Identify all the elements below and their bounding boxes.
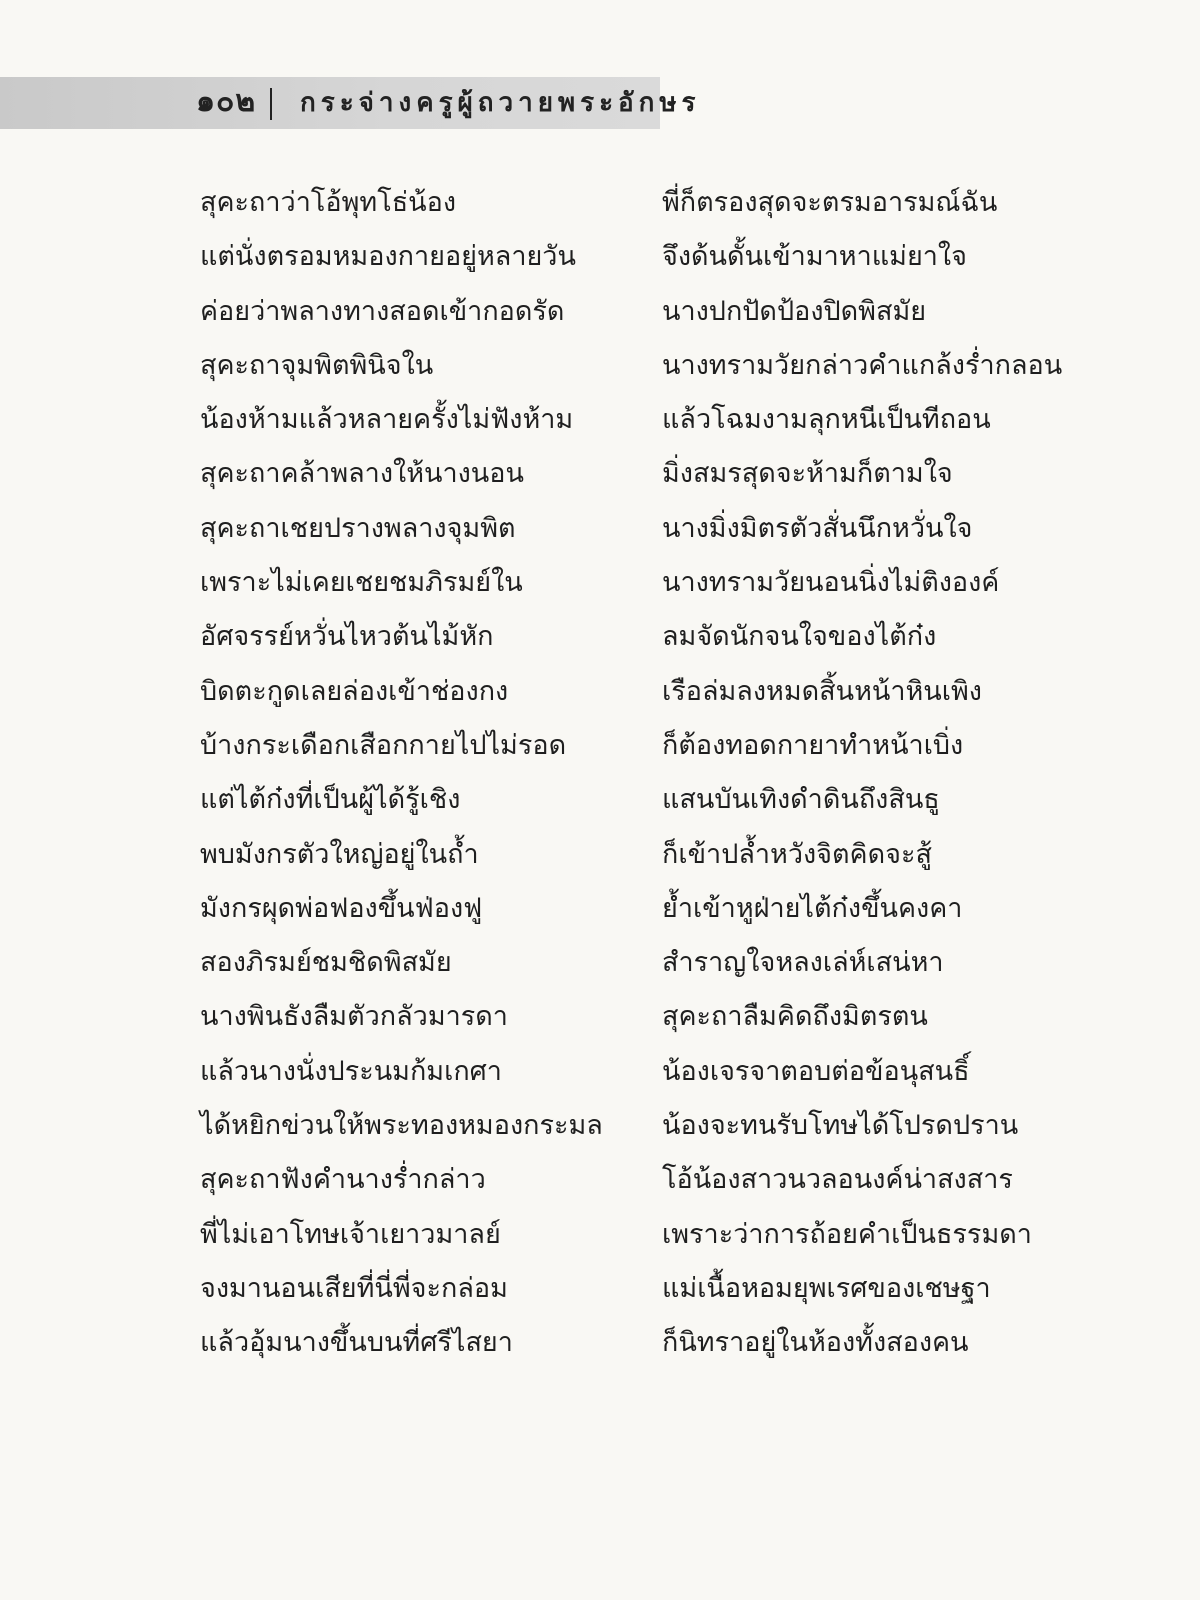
verse-second-half: ลมจัดนักจนใจของไต้ก๋ง	[662, 621, 937, 653]
verse-second-half: โอ้น้องสาวนวลอนงค์น่าสงสาร	[662, 1164, 1013, 1196]
verse-row	[200, 230, 1080, 284]
verse-second-half: นางปกปัดป้องปิดพิสมัย	[662, 295, 927, 327]
verse-row	[200, 176, 1080, 230]
verse-block	[200, 176, 1080, 1371]
verse-row	[200, 665, 1080, 719]
verse-row	[200, 1262, 1080, 1316]
page-number: ๑๐๒	[196, 84, 257, 119]
verse-first-half: มังกรผุดพ่อฟองขึ้นฟ่องฟู	[200, 892, 483, 924]
verse-first-half: บิดตะกูดเลยล่องเข้าช่องกง	[200, 675, 509, 707]
verse-first-half: สุคะถาคล้าพลางให้นางนอน	[200, 458, 524, 490]
verse-row	[200, 1208, 1080, 1262]
verse-row	[200, 719, 1080, 773]
verse-second-half: จึงด้นดั้นเข้ามาหาแม่ยาใจ	[662, 241, 967, 273]
verse-row	[200, 828, 1080, 882]
verse-second-half: พี่ก็ตรองสุดจะตรมอารมณ์ฉัน	[662, 187, 998, 218]
verse-row	[200, 1045, 1080, 1099]
verse-second-half: น้องจะทนรับโทษได้โปรดปราน	[662, 1110, 1019, 1142]
verse-row	[200, 447, 1080, 501]
verse-second-half: ย้ำเข้าหูฝ่ายไต้ก๋งขึ้นคงคา	[662, 892, 963, 924]
verse-row	[200, 990, 1080, 1044]
verse-row	[200, 393, 1080, 447]
verse-first-half: สุคะถาจุมพิตพินิจใน	[200, 349, 434, 381]
verse-first-half: อัศจรรย์หวั่นไหวต้นไม้หัก	[200, 621, 494, 653]
verse-row	[200, 610, 1080, 664]
verse-row	[200, 773, 1080, 827]
verse-second-half: ก็ต้องทอดกายาทำหน้าเบิ่ง	[662, 729, 964, 761]
verse-first-half: แต่นั่งตรอมหมองกายอยู่หลายวัน	[200, 241, 576, 273]
verse-second-half: แม่เนื้อหอมยุพเรศของเชษฐา	[662, 1272, 991, 1304]
verse-second-half: นางทรามวัยกล่าวคำแกล้งร่ำกลอน	[662, 349, 1063, 381]
verse-first-half: บ้างกระเดือกเสือกกายไปไม่รอด	[200, 729, 567, 761]
header-divider	[270, 88, 272, 120]
verse-row	[200, 502, 1080, 556]
verse-first-half: พบมังกรตัวใหญ่อยู่ในถ้ำ	[200, 838, 479, 870]
verse-first-half: สองภิรมย์ชมชิดพิสมัย	[200, 947, 452, 979]
verse-row	[200, 1099, 1080, 1153]
verse-second-half: สำราญใจหลงเล่ห์เสน่หา	[662, 947, 944, 979]
verse-first-half: น้องห้ามแล้วหลายครั้งไม่ฟังห้าม	[200, 404, 574, 436]
verse-second-half: ก็เข้าปล้ำหวังจิตคิดจะสู้	[662, 838, 932, 870]
verse-second-half: เรือล่มลงหมดสิ้นหน้าหินเพิง	[662, 675, 982, 707]
verse-second-half: นางทรามวัยนอนนิ่งไม่ติงองค์	[662, 567, 1000, 599]
verse-first-half: แต่ไต้ก๋งที่เป็นผู้ได้รู้เชิง	[200, 784, 461, 816]
verse-first-half: แล้วนางนั่งประนมก้มเกศา	[200, 1055, 502, 1087]
verse-first-half: สุคะถาฟังคำนางร่ำกล่าว	[200, 1164, 486, 1196]
verse-row	[200, 556, 1080, 610]
verse-row	[200, 936, 1080, 990]
verse-second-half: แล้วโฉมงามลุกหนีเป็นทีถอน	[662, 404, 991, 436]
verse-second-half: เพราะว่าการถ้อยคำเป็นธรรมดา	[662, 1218, 1032, 1250]
verse-second-half: นางมิ่งมิตรตัวสั่นนึกหวั่นใจ	[662, 512, 973, 544]
verse-row	[200, 882, 1080, 936]
book-title: กระจ่างครูผู้ถวายพระอักษร	[300, 88, 701, 118]
verse-row	[200, 285, 1080, 339]
verse-second-half: ก็นิทราอยู่ในห้องทั้งสองคน	[662, 1327, 969, 1359]
verse-first-half: เพราะไม่เคยเชยชมภิรมย์ใน	[200, 567, 523, 599]
verse-first-half: แล้วอุ้มนางขึ้นบนที่ศรีไสยา	[200, 1327, 513, 1359]
verse-first-half: นางพินธังลืมตัวกลัวมารดา	[200, 1001, 508, 1033]
verse-first-half: ได้หยิกข่วนให้พระทองหมองกระมล	[200, 1110, 603, 1142]
verse-second-half: น้องเจรจาตอบต่อข้อนุสนธิ์	[662, 1055, 970, 1087]
verse-row	[200, 1153, 1080, 1207]
verse-first-half: สุคะถาว่าโอ้พุทโธ่น้อง	[200, 187, 457, 218]
verse-row	[200, 1316, 1080, 1370]
verse-row	[200, 339, 1080, 393]
verse-first-half: จงมานอนเสียที่นี่พี่จะกล่อม	[200, 1272, 508, 1304]
verse-first-half: พี่ไม่เอาโทษเจ้าเยาวมาลย์	[200, 1218, 501, 1250]
verse-second-half: สุคะถาลืมคิดถึงมิตรตน	[662, 1001, 928, 1033]
verse-first-half: สุคะถาเชยปรางพลางจุมพิต	[200, 512, 516, 544]
verse-second-half: มิ่งสมรสุดจะห้ามก็ตามใจ	[662, 458, 953, 490]
verse-first-half: ค่อยว่าพลางทางสอดเข้ากอดรัด	[200, 295, 565, 327]
verse-second-half: แสนบันเทิงดำดินถึงสินธู	[662, 784, 940, 816]
